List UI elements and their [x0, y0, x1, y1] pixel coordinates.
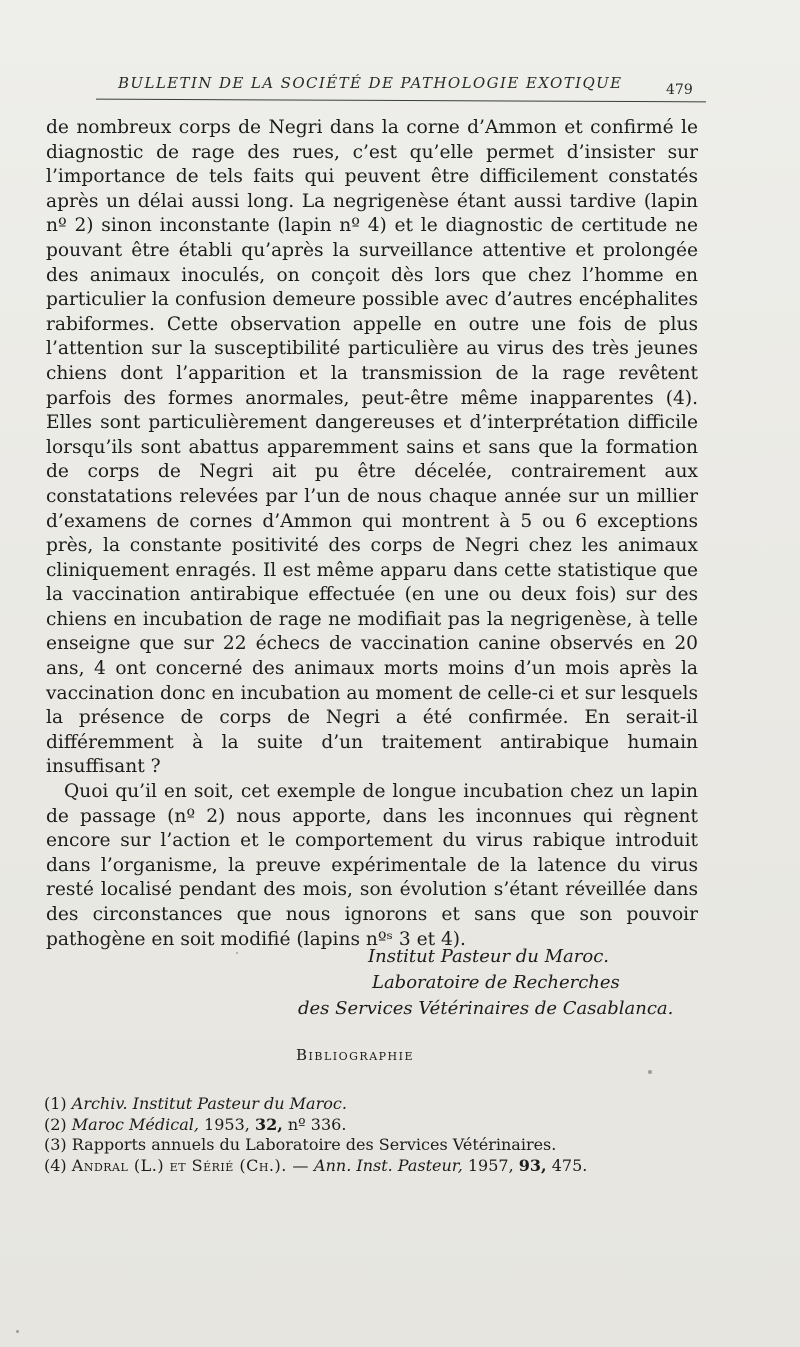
- entry-number: (2): [44, 1114, 67, 1134]
- entry-title: Archiv. Institut Pasteur du Maroc.: [71, 1094, 347, 1113]
- affiliation-line-1: Institut Pasteur du Maroc.: [368, 946, 610, 967]
- entry-issue: nº 336.: [287, 1114, 347, 1134]
- paper-speck: [16, 1330, 19, 1333]
- header-divider: [96, 99, 706, 103]
- article-body: [46, 116, 698, 952]
- bibliography-entry: [44, 1094, 694, 1115]
- bibliography-entry: [44, 1135, 694, 1156]
- bibliography-heading: Bibliographie: [296, 1046, 415, 1064]
- entry-year: 1957,: [467, 1155, 514, 1175]
- paragraph-2: Quoi qu’il en soit, cet exemple de longue incubation chez un lapin de passage (nº 2) nous apporte, dans les inconnues qui règnent encore sur l’action et le comportement du virus rabique introduit dans l’organisme, la preuve expérimentale de la latence du virus resté localisé pendant des mois, son évolution s’étant réveillée dans des circonstances que nous ignorons et sans que son pouvoir pathogène en soit modifié (lapins nºˢ 3 et 4).: [46, 781, 698, 950]
- paragraph-1: de nombreux corps de Negri dans la corne d’Ammon et confirmé le diagnostic de rage des rues, c’est qu’elle permet d’insister sur l’importance de tels faits qui peuvent être difficilement constatés après un délai aussi long. La negrigenèse étant aussi tardive (lapin nº 2) sinon inconstante (lapin nº 4) et le diagnostic de certitude ne pouvant être établi qu’après la surveillance attentive et prolongée des animaux inoculés, on conçoit dès lors que chez l’homme en particulier la confusion demeure possible avec d’autres encéphalites rabiformes. Cette observation appelle en outre une fois de plus l’attention sur la susceptibilité particulière au virus des très jeunes chiens dont l’apparition et la transmission de la rage revêtent parfois des formes anormales, peut-être même inapparentes (4). Elles sont particulièrement dangereuses et d’interprétation difficile lorsqu’ils sont abattus apparemment sains et sans que la formation de corps de Negri ait pu être décelée, contrairement aux constatations relevées par l’un de nous chaque année sur un millier d’examens de cornes d’Ammon qui montrent à 5 ou 6 exceptions près, la constante positivité des corps de Negri chez les animaux cliniquement enragés. Il est même apparu dans cette statistique que la vaccination antirabique effectuée (en une ou deux fois) sur des chiens en incubation de rage ne modifiait pas la negrigenèse, à telle enseigne que sur 22 échecs de vaccination canine observés en 20 ans, 4 ont concerné des animaux morts moins d’un mois après la vaccination donc en incubation au moment de celle-ci et sur lesquels la présence de corps de Negri a été confirmée. En serait-il différemment à la suite d’un traitement antirabique humain insuffisant ?: [46, 117, 698, 778]
- page-number: 479: [666, 82, 693, 98]
- entry-text: Rapports annuels du Laboratoire des Services Vétérinaires.: [71, 1135, 557, 1154]
- affiliation-line-2: Laboratoire de Recherches: [372, 972, 620, 993]
- entry-pages: 475.: [551, 1155, 588, 1175]
- entry-title: Ann. Inst. Pasteur,: [314, 1155, 463, 1175]
- running-header: BULLETIN DE LA SOCIÉTÉ DE PATHOLOGIE EXOTIQUE: [118, 74, 623, 92]
- bibliography-entry: [44, 1115, 694, 1136]
- entry-volume: 93,: [518, 1155, 547, 1175]
- entry-title: Maroc Médical,: [71, 1114, 199, 1134]
- entry-number: (1): [44, 1094, 67, 1113]
- entry-volume: 32,: [254, 1114, 283, 1134]
- bibliography-list: [44, 1094, 694, 1176]
- author-affiliation: [290, 944, 690, 1022]
- paper-speck: [648, 1070, 652, 1074]
- paper-speck: [236, 952, 238, 954]
- entry-number: (3): [44, 1135, 67, 1154]
- entry-number: (4): [44, 1155, 67, 1175]
- entry-year: 1953,: [204, 1114, 250, 1134]
- affiliation-line-3: des Services Vétérinaires de Casablanca.: [298, 998, 674, 1019]
- bibliography-entry: [44, 1156, 694, 1177]
- entry-authors: Andral (L.) et Sérié (Ch.). —: [71, 1155, 309, 1175]
